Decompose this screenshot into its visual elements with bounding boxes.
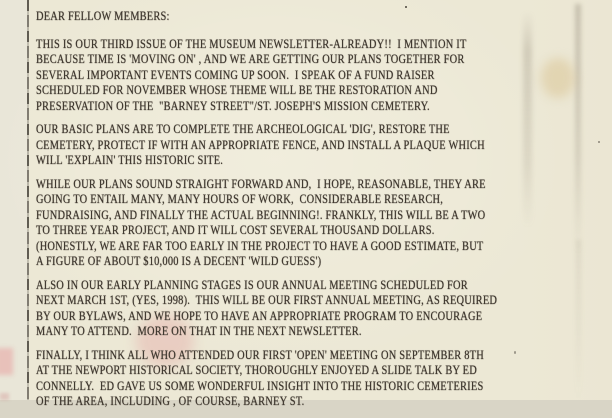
text-line: OF THE AREA, INCLUDING , OF COURSE, BARNEY ST. bbox=[36, 394, 305, 408]
paragraph bbox=[36, 37, 571, 115]
text-line: WILL 'EXPLAIN' THIS HISTORIC SITE. bbox=[36, 153, 224, 167]
text-line: GOING TO ENTAIL MANY, MANY HOURS OF WORK, CONSIDERABLE RESEARCH, bbox=[36, 192, 444, 206]
pink-edge-mark bbox=[0, 348, 13, 375]
text-line: (HONESTLY, WE ARE FAR TOO EARLY IN THE PROJECT TO HAVE A GOOD ESTIMATE, BUT bbox=[36, 238, 484, 253]
text-line: ALSO IN OUR EARLY PLANNING STAGES IS OUR ANNUAL MEETING SCHEDULED FOR bbox=[36, 277, 468, 292]
text-line: BY OUR BYLAWS, AND WE HOPE TO HAVE AN APPROPRIATE PROGRAM TO ENCOURAGE bbox=[36, 308, 483, 323]
text-line: TO THREE YEAR PROJECT, AND IT WILL COST SEVERAL THOUSAND DOLLARS. bbox=[36, 223, 435, 237]
text-line: SEVERAL IMPORTANT EVENTS COMING UP SOON. I SPEAK OF A FUND RAISER bbox=[36, 67, 435, 82]
text-line: FUNDRAISING, AND FINALLY THE ACTUAL BEGINNING!. FRANKLY, THIS WILL BE A TWO bbox=[36, 207, 486, 222]
salutation: DEAR FELLOW MEMBERS: bbox=[36, 9, 170, 23]
text-line: A FIGURE OF ABOUT $10,000 IS A DECENT 'WILD GUESS') bbox=[36, 254, 322, 268]
text-line: NEXT MARCH 1ST, (YES, 1998). THIS WILL BE OUR FIRST ANNUAL MEETING, AS REQUIRED bbox=[36, 293, 498, 307]
paragraph bbox=[36, 348, 571, 410]
text-line: BECAUSE TIME IS 'MOVING ON' , AND WE ARE GETTING OUR PLANS TOGETHER FOR bbox=[36, 52, 465, 66]
text-line: SCHEDULED FOR NOVEMBER WHOSE THEME WILL BE THE RESTORATION AND bbox=[36, 83, 438, 97]
paragraph bbox=[36, 122, 571, 169]
paragraph bbox=[36, 177, 571, 270]
paper-speck bbox=[405, 6, 407, 8]
text-line: THIS IS OUR THIRD ISSUE OF THE MUSEUM NEWSLETTER-ALREADY!! I MENTION IT bbox=[36, 36, 467, 51]
paper-speck bbox=[598, 141, 600, 143]
text-line: FINALLY, I THINK ALL WHO ATTENDED OUR FIRST 'OPEN' MEETING ON SEPTEMBER 8TH bbox=[36, 347, 484, 362]
text-line: MANY TO ATTEND. MORE ON THAT IN THE NEXT NEWSLETTER. bbox=[36, 324, 362, 338]
pink-edge-mark bbox=[0, 393, 9, 400]
text-line: OUR BASIC PLANS ARE TO COMPLETE THE ARCHEOLOGICAL 'DIG', RESTORE THE bbox=[36, 122, 450, 136]
text-line: AT THE NEWPORT HISTORICAL SOCIETY, THOROUGHLY ENJOYED A SLIDE TALK BY ED bbox=[36, 363, 477, 377]
text-line: PRESERVATION OF THE "BARNEY STREET"/ST. JOSEPH'S MISSION CEMETERY. bbox=[36, 98, 430, 113]
paper-crease bbox=[576, 240, 581, 400]
letter-body bbox=[36, 9, 571, 418]
text-line: CEMETERY, PROTECT IF WITH AN APPROPRIATE FENCE, AND INSTALL A PLAQUE WHICH bbox=[36, 137, 485, 152]
paragraph bbox=[36, 278, 571, 340]
paper-crease bbox=[575, 4, 581, 254]
text-line: WHILE OUR PLANS SOUND STRAIGHT FORWARD AND, I HOPE, REASONABLE, THEY ARE bbox=[36, 176, 486, 191]
text-line: CONNELLY. ED GAVE US SOME WONDERFUL INSIGHT INTO THE HISTORIC CEMETERIES bbox=[36, 378, 484, 393]
scan-edge-line bbox=[27, 0, 29, 400]
paragraphs bbox=[36, 37, 571, 410]
